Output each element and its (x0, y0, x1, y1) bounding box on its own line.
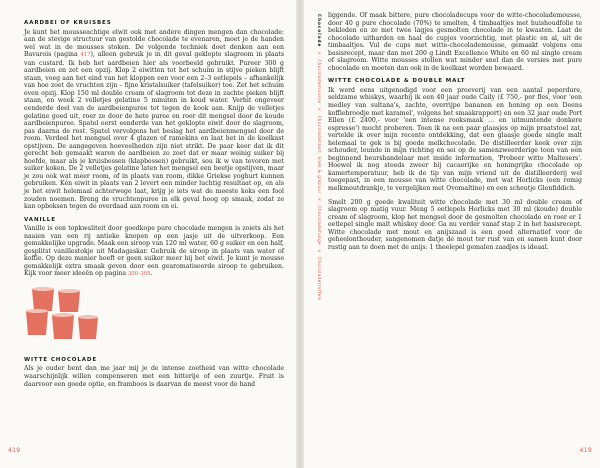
left-page (0, 0, 296, 468)
left-text-column (24, 20, 284, 432)
page-number-left: 419 (8, 447, 21, 454)
paragraph-double-malt-1: Ik werd eens uitgenodigd voor een proeverij van een aantal peperdure, seldzame whiskys, waarbij ik een 40 jaar oude Caily (£ 750,- per fles, voor 'een medley van sultana's, zachte, overrijpe bananen en honing op een Deens koffiebroodje met karamel', volgens het smaakrapport) en een 32 jaar oude Port Ellen (£ 2400,- voor 'een intense rooksmaak … en uitmuntende donkere espresso') mocht proberen. Toen ik na een paar glaasjes op mijn praatstoel zat, vertelde ik over mijn recente ontdekking, dat een glaasje goede single malt helemaal te gek is bij goede melkchocolade. De distilleerder keek over zijn schouder, leunde in mijn richting en sei op de samenzweerderige toon van een beginnend beursbandelaar met inside information, 'Probeer witte Maltesers'. Hoewel ik nog steeds zweer bij cacaorijke en honingrijke chocolade op kamertemperatuur, heb ik de tip van mijn vriend uit de distilleerderij wel toegepast, in een mousse van witte chocolade, met wat Horlicks (een romig melkmoutdrankje, te vergelijken met Ovomaltine) en een scheutje Glenfiddich. (328, 86, 582, 192)
spine-sub-2: Chocoladetaart, koek & glazuur (316, 115, 322, 194)
paragraph-aardbei: Je kunt het mousseachtige elwit ook met andere dingen mengen dan chocolade: aan de stevige structuur van gestolde chocolade te evenaren, moet je de handen wel wat in de mousses stoken. De volgende techniek doet denken aan een Bavarois (pagina 417), alleen gebruik je in dit geval geklopte slagroom in plaats van custard. Ik heb het aardbeien hier als voorbeeld gebruikt. Pureer 300 g aardbeien en zet een opzij. Klop 2 eiwitten tot het schuim in stijve pieken blijft staan, voeg aan het eind van het kloppen een voor een 2–3 eetlepels – afhankelijk van hoe zoet de vruchten zijn – fijne kristalsuiker (tafelsuiker) toe. Zet het schuim even opzij. Klop 150 ml double cream of slagroom tot deze in zachte pieken blijft staan, en week 2 velletjes gelatine 5 minuten in koud water. Verhit ongeveer eenderde deel van de aardbeienpuree tot tegen de kook aan. Knijp de velletjes gelatine goed uit, roer ze door de hete puree en roer dit mengsel door de koude aardbeienpuree. Spatel eerst eenderde van het geklopte eiwit door de slagroom, pas daarna de rest. Spatel vervolgens het beslag het aardbeienmengsel door de room. Verdeel het mengsel over 4 glazen of ramekins en laat het in de koelkast opstijven. De aangegeven hoeveelheden zijn niet strikt. De paar keer dat ik dit gerecht heb gemaakt waren de aardbeien zo zoet dat er maar weinig suiker bij hoefde, maar als je kruisbessen (klapbessen) gebruikt, sou ik w van tevoren met suiker koken. De 2 velletjes gelatine laten het mengsel een beetje opstijven, maar je zou ook wat meer room, of in plaats van room, dikke Griekse yoghurt kunnen gebruiken. Kén eiwit in plaats van 2 levert een minder luchtig resultaat op, en als je het eiwit helemaal achterwege laat, krijg je iets wat de meeste koks een fool zouden noemen. Breng de vruchtenpuree in elk geval hoog op smaak, zodat ze kan opboksen tegen de overdaad aan room en ei. (24, 28, 284, 211)
page-number-right: 419 (579, 447, 592, 454)
section-heading-aardbei: AARDBEI OF KRUISBES (24, 20, 112, 26)
running-header-vertical: Chocolade×Chocolademousse×Chocoladetaart, koek & glazuur×Chocoladefudge×Chocoladetruffels (316, 14, 322, 301)
section-heading-witte-chocolade: WITTE CHOCOLADE (24, 356, 98, 363)
right-page (304, 0, 600, 468)
book-gutter (296, 0, 304, 468)
spine-sub-3: Chocoladefudge (316, 205, 322, 246)
page-reference-link[interactable]: 300–305 (127, 271, 151, 278)
paragraph-vanille: Vanille is een topkwaliteit door goedkope pure chocolade mengen is zoiets als het naaien van een rij antieke knopen op een jasje uit de uitverkoop. Een gemakkelijke upgrade. Maak een siroop van 120 ml water, 60 g suiker en een half, gesplitst vanillestokje uit Madagaskar. Gebruik de siroop in plaats van water of koffie. Op deze manier hoeft er geen suiker meer bij het eiwit. Je kunt je mousse gemakkelijk extra smaak geven door een gearomatiseerde siroop te gebruiken. Kijk voor meer ideeën op pagina 300–305. (24, 225, 284, 278)
paragraph-witte-chocolade: Als je ouder bent dan me jaar mij je de intense zoetheid van witte chocolade waarschijnlijk willen compenseren met een bitterije of een zuurtje. Fruit is daarvoor een goede optie, en framboos is daarvan de meest voor de hand (24, 365, 284, 388)
spine-sub-1: Chocolademousse (316, 59, 322, 104)
page-reference-link[interactable]: 417 (80, 52, 91, 59)
paragraph-continued: liggende. Of maak bittere, pure chocoladecups voor de witte-chocolademousse, door 40 g pure chocolade (70%) te smelten, 4 timbaaltjes met huishoudfolie te bekleden en ze met twee lagjes gesmolten chocolade in te kwasten. Laat de chocolade uitharden en haal de cupjes voorzichtig, met plastic en al, uit de timbaaltjes. Vul de cups met witte-chocolademousse, gemaakt volgens ons basisrecept, maar dan met 200 g Lindt Excellence White en 60 ml single cream of slagroom. Witte mousses stollen wat minder snel dan de versies met pure chocolade en moeten dan ook in de koelkast worden bewaard. (328, 12, 582, 72)
ramekins-illustration (24, 285, 102, 347)
section-heading-double-malt: WITTE CHOCOLADE & DOUBLE MALT (328, 78, 466, 85)
right-text-column (328, 12, 582, 432)
paragraph-double-malt-2: Smelt 200 g goede kwaliteit witte chocolade met 30 ml double cream of slagroom op matig vuur. Meng 5 eetlepels Horlicks met 30 ml (koude) double cream of slagroom, klop het mengsel door de gesmolten chocolade en roer er 1 eetlepel single malt whiskey door. Ga nu verder vanaf stap 2 in het basisrecept. Witte chocolade met mout en anijszaad is een goed alternatief voor de geheelonthouder, sangenomen datje de mout ter rust van en samen kunt door rustig aan te doen met de anijs: 1 theelepel gemalen zaadjes is ideaal. (328, 198, 582, 251)
spine-section: Chocolade (316, 14, 322, 48)
section-heading-vanille: VANILLE (24, 216, 56, 223)
spine-sub-4: Chocoladetruffels (316, 257, 322, 301)
